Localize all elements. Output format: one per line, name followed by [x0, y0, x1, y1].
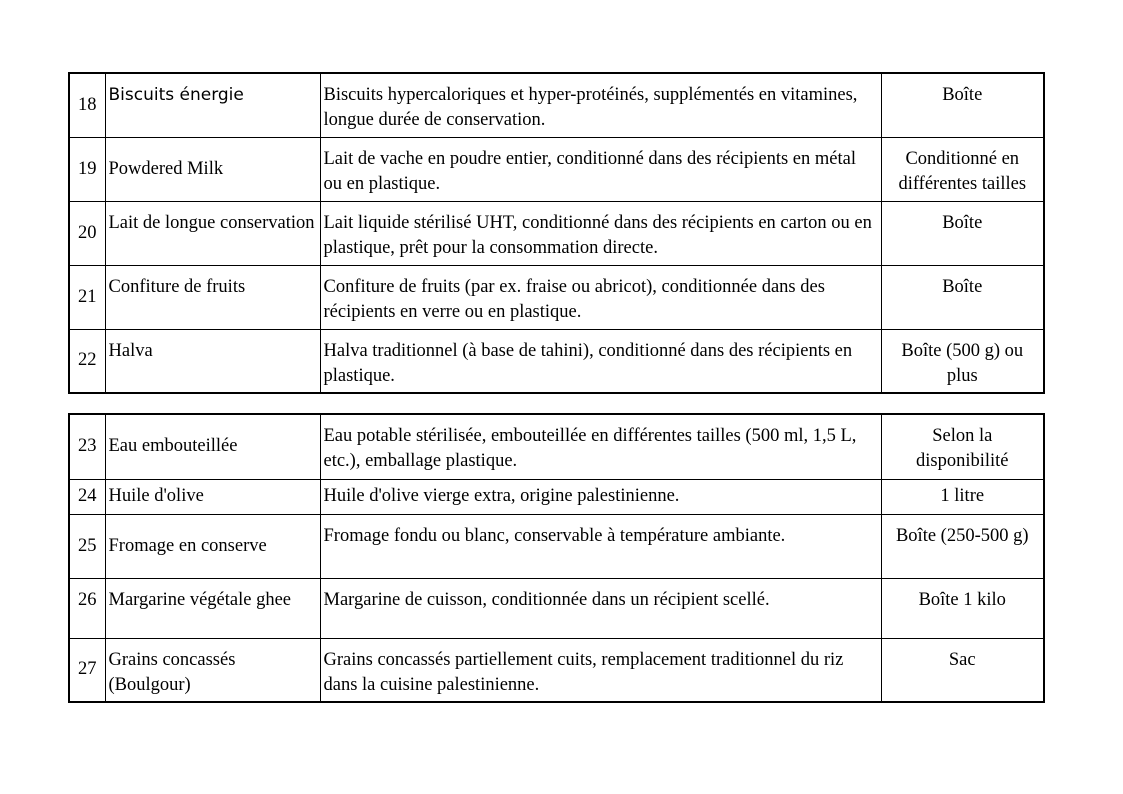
table-row: [69, 137, 1044, 201]
item-unit: 1 litre: [881, 479, 1044, 514]
item-unit: Boîte (500 g) ou plus: [881, 329, 1044, 393]
item-unit: Boîte: [881, 73, 1044, 137]
item-name: Halva: [105, 329, 320, 393]
product-table-2: [68, 413, 1045, 703]
item-unit: Boîte: [881, 265, 1044, 329]
item-number: 21: [69, 265, 105, 329]
item-name: Lait de longue conservation: [105, 201, 320, 265]
item-description: Eau potable stérilisée, embouteillée en différentes tailles (500 ml, 1,5 L, etc.), emballage plastique.: [320, 414, 881, 479]
table-row: [69, 514, 1044, 578]
item-description: Confiture de fruits (par ex. fraise ou abricot), conditionnée dans des récipients en verre ou en plastique.: [320, 265, 881, 329]
item-unit: Boîte 1 kilo: [881, 578, 1044, 638]
item-number: 24: [69, 479, 105, 514]
item-description: Margarine de cuisson, conditionnée dans un récipient scellé.: [320, 578, 881, 638]
table-row: [69, 73, 1044, 137]
item-number: 27: [69, 638, 105, 702]
table-row: [69, 479, 1044, 514]
table-row: [69, 578, 1044, 638]
item-name: Huile d'olive: [105, 479, 320, 514]
item-number: 20: [69, 201, 105, 265]
item-description: Lait de vache en poudre entier, conditionné dans des récipients en métal ou en plastique.: [320, 137, 881, 201]
item-number: 26: [69, 578, 105, 638]
item-description: Fromage fondu ou blanc, conservable à température ambiante.: [320, 514, 881, 578]
item-number: 22: [69, 329, 105, 393]
item-unit: Sac: [881, 638, 1044, 702]
table-row: [69, 638, 1044, 702]
table-row: [69, 201, 1044, 265]
item-unit: Boîte (250-500 g): [881, 514, 1044, 578]
item-name: Grains concassés (Boulgour): [105, 638, 320, 702]
item-name: Biscuits énergie: [105, 73, 320, 137]
item-description: Halva traditionnel (à base de tahini), conditionné dans des récipients en plastique.: [320, 329, 881, 393]
table-row: [69, 265, 1044, 329]
table-row: [69, 329, 1044, 393]
item-description: Grains concassés partiellement cuits, remplacement traditionnel du riz dans la cuisine palestinienne.: [320, 638, 881, 702]
product-table-1: [68, 72, 1045, 394]
item-name: Margarine végétale ghee: [105, 578, 320, 638]
item-description: Huile d'olive vierge extra, origine palestinienne.: [320, 479, 881, 514]
item-description: Biscuits hypercaloriques et hyper-protéinés, supplémentés en vitamines, longue durée de conservation.: [320, 73, 881, 137]
item-unit: Selon la disponibilité: [881, 414, 1044, 479]
item-number: 23: [69, 414, 105, 479]
item-description: Lait liquide stérilisé UHT, conditionné dans des récipients en carton ou en plastique, prêt pour la consommation directe.: [320, 201, 881, 265]
item-number: 19: [69, 137, 105, 201]
item-number: 25: [69, 514, 105, 578]
item-unit: Conditionné en différentes tailles: [881, 137, 1044, 201]
item-name: Confiture de fruits: [105, 265, 320, 329]
item-name: Eau embouteillée: [105, 414, 320, 479]
item-unit: Boîte: [881, 201, 1044, 265]
item-name: Powdered Milk: [105, 137, 320, 201]
item-number: 18: [69, 73, 105, 137]
table-row: [69, 414, 1044, 479]
item-name: Fromage en conserve: [105, 514, 320, 578]
